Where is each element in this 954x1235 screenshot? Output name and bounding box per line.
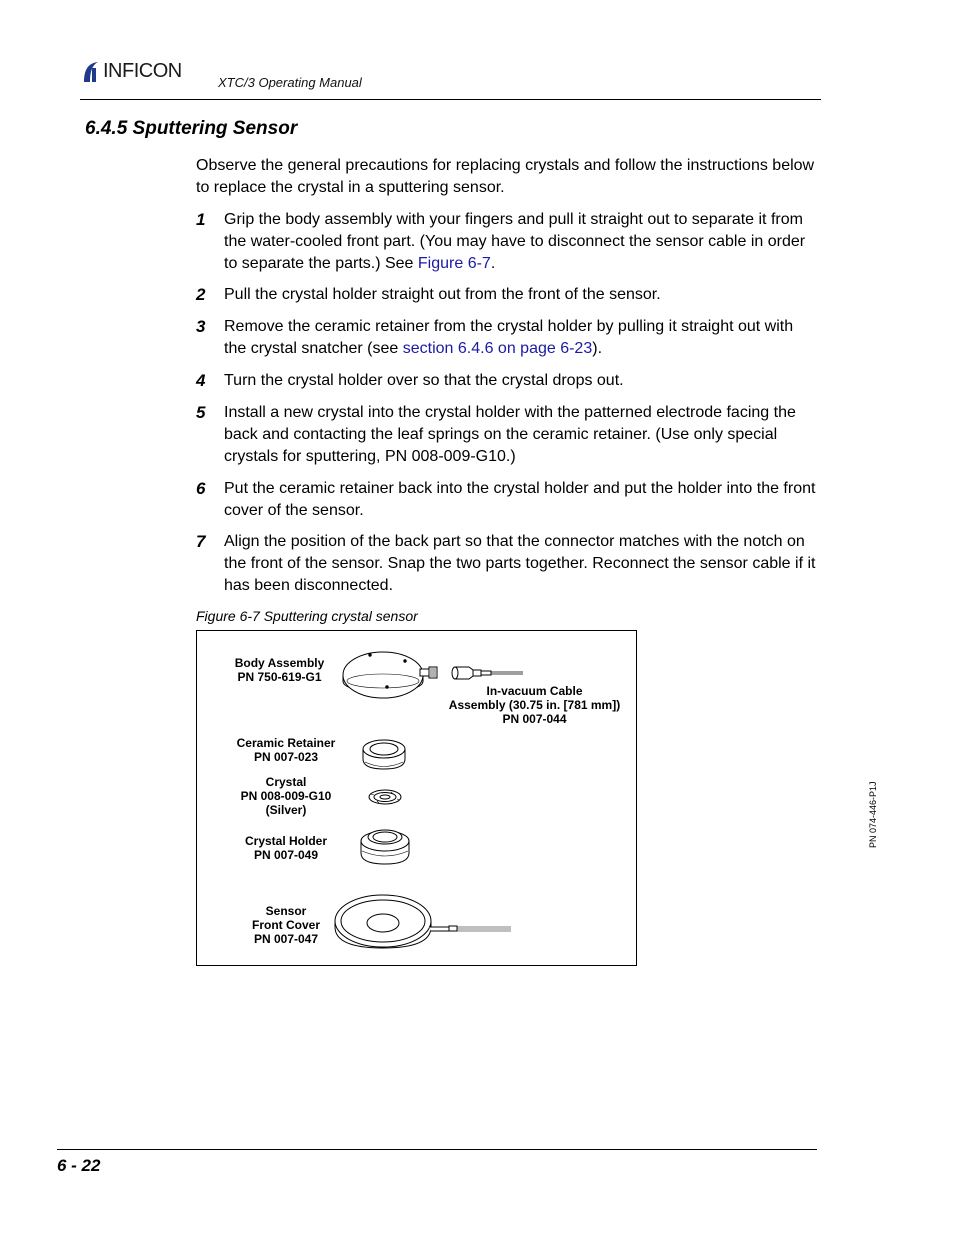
- step-text: Install a new crystal into the crystal holder with the patterned electrode facing the back and contacting the leaf springs on the ceramic retainer. (Use only special crystals for sputtering, PN 008-009-G10.): [224, 404, 796, 465]
- body-assembly-label: Body Assembly PN 750-619-G1: [234, 656, 325, 684]
- cable-label: In-vacuum Cable Assembly (30.75 in. [781 mm]) PN 007-044: [448, 684, 621, 726]
- step-number: 4: [196, 371, 206, 390]
- step-6: [196, 478, 816, 522]
- figure-6-7-link[interactable]: Figure 6-7: [417, 255, 491, 272]
- step-number: 3: [196, 317, 206, 336]
- crystal-holder-drawing: [361, 830, 409, 864]
- ceramic-retainer-label: Ceramic Retainer PN 007-023: [236, 736, 336, 764]
- step-1: [196, 209, 816, 275]
- footer-rule: [57, 1149, 817, 1150]
- step-text: Pull the crystal holder straight out from the front of the sensor.: [224, 286, 661, 303]
- section-title: 6.4.5 Sputtering Sensor: [85, 118, 298, 139]
- crystal-holder-label: Crystal Holder PN 007-049: [244, 834, 328, 862]
- step-number: 6: [196, 479, 206, 498]
- step-3: [196, 316, 816, 360]
- step-number: 1: [196, 210, 206, 229]
- step-text: Put the ceramic retainer back into the crystal holder and put the holder into the front cover of the sensor.: [224, 480, 816, 519]
- step-number: 2: [196, 285, 206, 304]
- inficon-logo: [80, 58, 200, 84]
- front-cover-label: Sensor Front Cover PN 007-047: [251, 904, 320, 946]
- step-text: Align the position of the back part so that the connector matches with the notch on the front of the sensor. Snap the two parts together. Reconnect the sensor cable if it has been disconnected.: [224, 533, 816, 594]
- step-5: [196, 402, 816, 468]
- section-6-4-6-link[interactable]: section 6.4.6 on page 6-23: [402, 340, 593, 357]
- logo-text: INFICON: [103, 60, 182, 82]
- front-cover-drawing: [335, 895, 511, 948]
- body-assembly-drawing: [343, 652, 437, 698]
- ceramic-retainer-drawing: [363, 740, 405, 769]
- sensor-figure: [196, 630, 637, 966]
- step-text: Turn the crystal holder over so that the crystal drops out.: [224, 372, 624, 389]
- cable-drawing: [452, 667, 523, 679]
- page-number: 6 - 22: [57, 1156, 101, 1175]
- header-rule: [80, 99, 821, 100]
- step-4: [196, 370, 816, 392]
- step-number: 5: [196, 403, 206, 422]
- manual-title: XTC/3 Operating Manual: [218, 75, 362, 90]
- crystal-drawing: [369, 790, 401, 804]
- step-text: Grip the body assembly with your fingers and pull it straight out to separate it from the water-cooled front part. (You may have to disconnect the sensor cable in order to separate the parts.) See Figure 6-7.: [224, 211, 806, 272]
- intro-paragraph: Observe the general precautions for replacing crystals and follow the instructions below to replace the crystal in a sputtering sensor.: [196, 157, 815, 196]
- side-part-number: PN 074-446-P1J: [868, 781, 878, 848]
- step-text: Remove the ceramic retainer from the crystal holder by pulling it straight out with the crystal snatcher (see section 6.4.6 on page 6-23).: [224, 318, 794, 357]
- step-2: [196, 284, 816, 306]
- step-7: [196, 531, 816, 597]
- inficon-logo-icon: [80, 60, 102, 84]
- figure-caption: Figure 6-7 Sputtering crystal sensor: [196, 608, 418, 624]
- step-number: 7: [196, 532, 206, 551]
- crystal-label: Crystal PN 008-009-G10 (Silver): [240, 775, 332, 817]
